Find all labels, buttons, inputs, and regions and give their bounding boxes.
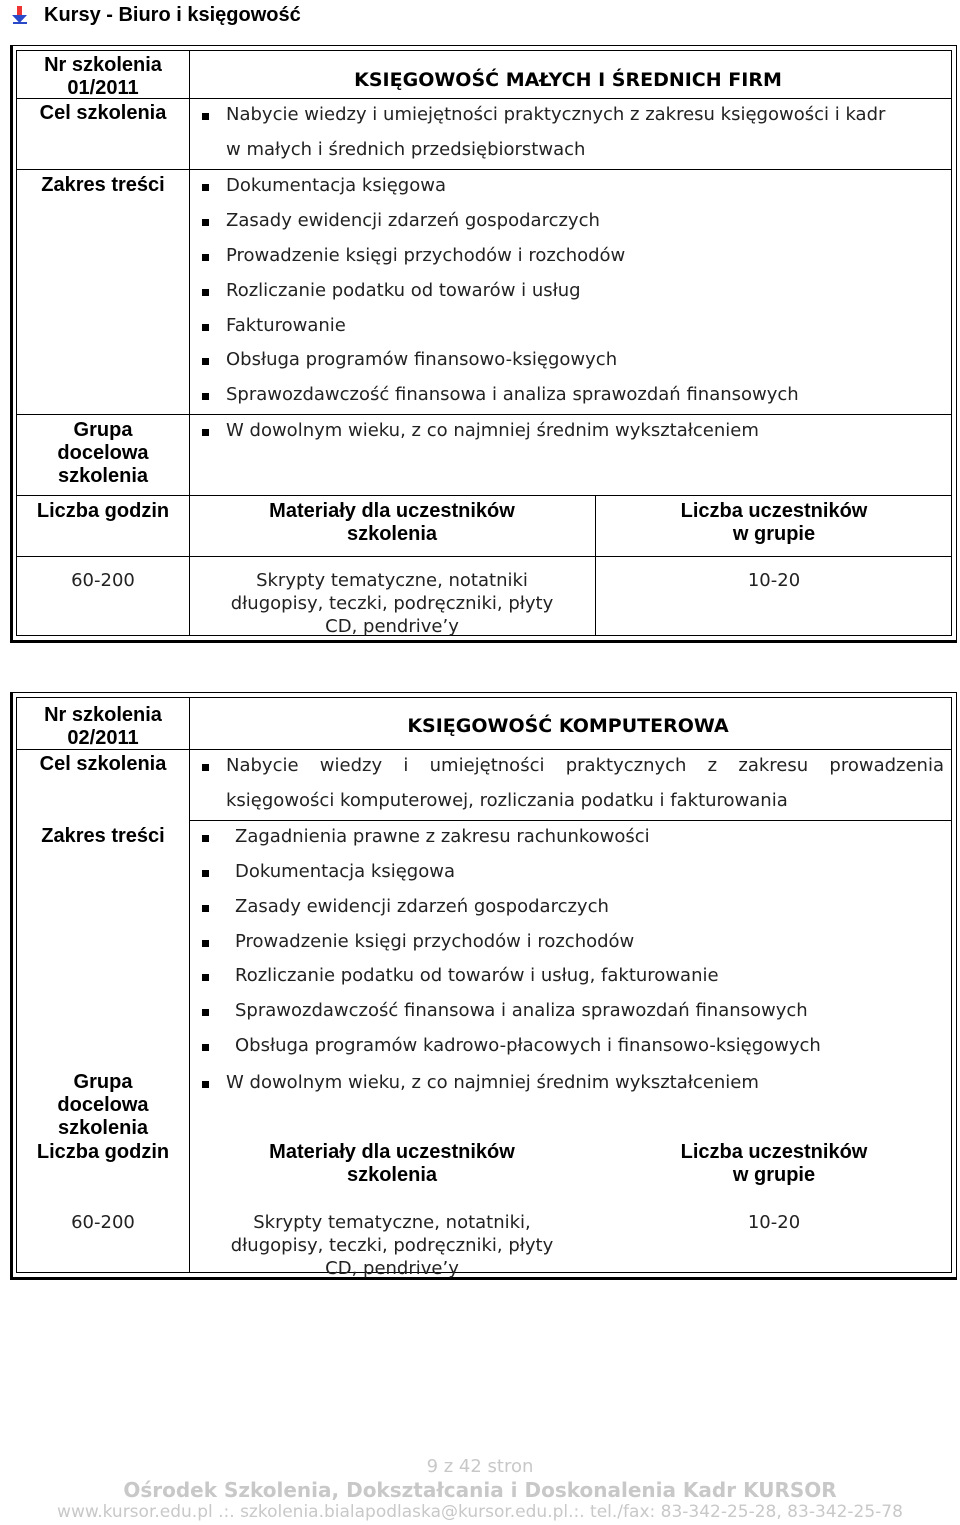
- scope-item: Obsługa programów finansowo-księgowych: [226, 349, 618, 370]
- scope-item: Zasady ewidencji zdarzeń gospodarczych: [226, 210, 600, 231]
- materials-label-2: szkolenia: [346, 1164, 438, 1186]
- participants-label-2: w grupie: [732, 523, 816, 545]
- materials-line1: Skrypty tematyczne, notatniki,: [253, 1212, 531, 1233]
- nr-label: Nr szkolenia: [44, 54, 162, 76]
- target-label-2: docelowa: [57, 1094, 149, 1116]
- scope-item: Dokumentacja księgowa: [235, 861, 455, 882]
- down-arrow-icon: [10, 5, 30, 25]
- scope-item: Fakturowanie: [226, 315, 346, 336]
- materials-label-1: Materiały dla uczestników: [269, 500, 515, 522]
- target-label-3: szkolenia: [57, 465, 149, 487]
- course-table-1: [10, 45, 957, 643]
- scope-item: Sprawozdawczość finansowa i analiza sprawozdań finansowych: [226, 384, 799, 405]
- participants-value: 10-20: [747, 1212, 801, 1233]
- course-title: KSIĘGOWOŚĆ MAŁYCH I ŚREDNICH FIRM: [354, 69, 782, 91]
- scope-item: Obsługa programów kadrowo-płacowych i finansowo-księgowych: [235, 1035, 821, 1056]
- course-number: 01/2011: [67, 77, 139, 99]
- materials-line3: CD, pendrive’y: [325, 1258, 459, 1279]
- scope-item: Zasady ewidencji zdarzeń gospodarczych: [235, 896, 609, 917]
- goal-text-line1: Nabycie wiedzy i umiejętności praktycznych z zakresu księgowości i kadr: [226, 104, 886, 125]
- nr-label: Nr szkolenia: [44, 704, 162, 726]
- target-label-2: docelowa: [57, 442, 149, 464]
- goal-label: Cel szkolenia: [39, 753, 167, 775]
- course-number: 02/2011: [67, 727, 139, 749]
- goal-text-line2: księgowości komputerowej, rozliczania podatku i fakturowania: [226, 790, 788, 811]
- scope-label: Zakres treści: [41, 174, 165, 196]
- target-label-1: Grupa: [73, 419, 133, 441]
- materials-label-1: Materiały dla uczestników: [269, 1141, 515, 1163]
- participants-label-1: Liczba uczestników: [680, 500, 868, 522]
- course-table-1-inner: [16, 50, 952, 636]
- page-header: [10, 2, 301, 28]
- footer-contact: www.kursor.edu.pl .:. szkolenia.bialapodlaska@kursor.edu.pl.:. tel./fax: 83-342-25-28, 83-342-25-78: [57, 1502, 903, 1522]
- scope-item: Rozliczanie podatku od towarów i usług: [226, 280, 581, 301]
- hours-label: Liczba godzin: [36, 500, 170, 522]
- target-group-text: W dowolnym wieku, z co najmniej średnim wykształceniem: [226, 420, 759, 441]
- participants-label-1: Liczba uczestników: [680, 1141, 868, 1163]
- scope-item: Prowadzenie księgi przychodów i rozchodów: [235, 931, 635, 952]
- goal-text-line2: w małych i średnich przedsiębiorstwach: [226, 139, 586, 160]
- materials-line3: CD, pendrive’y: [325, 616, 459, 637]
- hours-value: 60-200: [71, 1212, 135, 1233]
- page-number: 9 z 42 stron: [426, 1456, 534, 1477]
- course-title: KSIĘGOWOŚĆ KOMPUTEROWA: [407, 715, 729, 737]
- footer-organization: Ośrodek Szkolenia, Dokształcania i Doskonalenia Kadr KURSOR: [123, 1478, 837, 1502]
- scope-label: Zakres treści: [41, 825, 165, 847]
- participants-label-2: w grupie: [732, 1164, 816, 1186]
- page-title: Kursy - Biuro i księgowość: [44, 3, 301, 26]
- course-table-2-inner: [16, 697, 952, 1279]
- materials-label-2: szkolenia: [346, 523, 438, 545]
- target-group-text: W dowolnym wieku, z co najmniej średnim wykształceniem: [226, 1072, 759, 1093]
- materials-line2: długopisy, teczki, podręczniki, płyty: [230, 1235, 554, 1256]
- materials-line2: długopisy, teczki, podręczniki, płyty: [230, 593, 554, 614]
- course-table-2: [10, 692, 957, 1280]
- goal-text-line1: Nabycie wiedzy i umiejętności praktycznych z zakresu prowadzenia: [226, 755, 944, 776]
- scope-item: Zagadnienia prawne z zakresu rachunkowości: [235, 826, 650, 847]
- scope-item: Prowadzenie księgi przychodów i rozchodów: [226, 245, 626, 266]
- target-label-3: szkolenia: [57, 1117, 149, 1139]
- materials-line1: Skrypty tematyczne, notatniki: [256, 570, 528, 591]
- scope-item: Sprawozdawczość finansowa i analiza sprawozdań finansowych: [235, 1000, 808, 1021]
- hours-value: 60-200: [71, 570, 135, 591]
- scope-item: Rozliczanie podatku od towarów i usług, fakturowanie: [235, 965, 719, 986]
- hours-label: Liczba godzin: [36, 1141, 170, 1163]
- goal-label: Cel szkolenia: [39, 102, 167, 124]
- participants-value: 10-20: [747, 570, 801, 591]
- scope-item: Dokumentacja księgowa: [226, 175, 446, 196]
- target-label-1: Grupa: [73, 1071, 133, 1093]
